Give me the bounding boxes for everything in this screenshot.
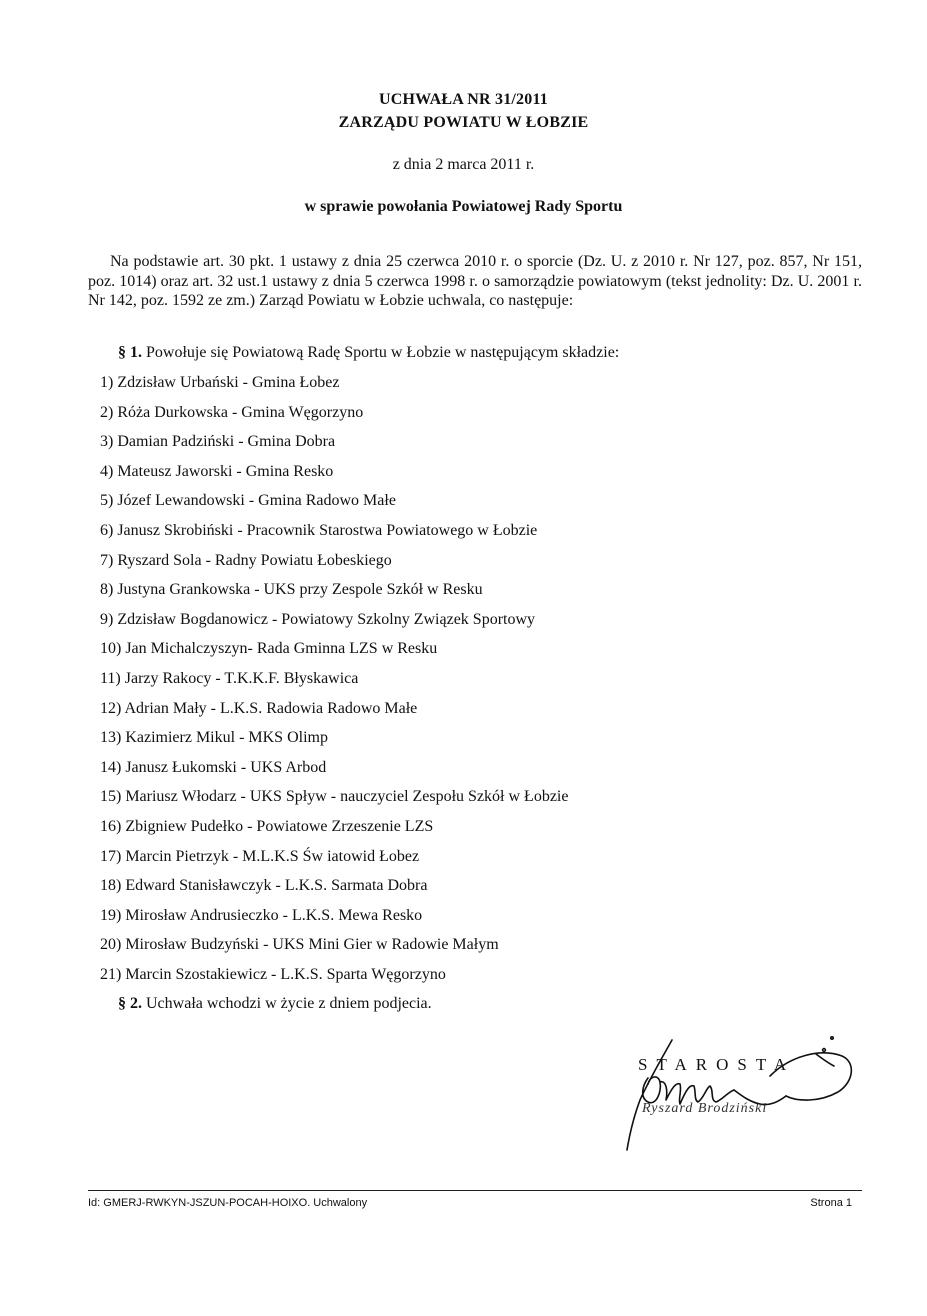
list-item: 4) Mateusz Jaworski - Gmina Resko bbox=[100, 462, 334, 480]
page-number: Strona 1 bbox=[810, 1197, 852, 1209]
list-item: 6) Janusz Skrobiński - Pracownik Starostwa Powiatowego w Łobzie bbox=[100, 521, 538, 539]
section-1-label: § 1. bbox=[118, 344, 142, 361]
list-item: 3) Damian Padziński - Gmina Dobra bbox=[100, 433, 336, 451]
resolution-number: UCHWAŁA NR 31/2011 bbox=[379, 91, 548, 108]
list-item: 13) Kazimierz Mikul - MKS Olimp bbox=[100, 729, 328, 747]
list-item: 10) Jan Michalczyszyn- Rada Gminna LZS w Resku bbox=[100, 640, 438, 658]
svg-text:STAROSTA: STAROSTA bbox=[638, 1055, 796, 1074]
list-item: 2) Róża Durkowska - Gmina Węgorzyno bbox=[100, 403, 364, 421]
issuing-body: ZARZĄDU POWIATU W ŁOBZIE bbox=[338, 114, 589, 131]
list-item: 21) Marcin Szostakiewicz - L.K.S. Sparta Węgorzyno bbox=[100, 965, 446, 983]
list-item: 8) Justyna Grankowska - UKS przy Zespole Szkół w Resku bbox=[100, 581, 483, 599]
list-item: 14) Janusz Łukomski - UKS Arbod bbox=[100, 758, 327, 776]
resolution-subject: w sprawie powołania Powiatowej Rady Sportu bbox=[304, 198, 623, 215]
list-item: 9) Zdzisław Bogdanowicz - Powiatowy Szkolny Związek Sportowy bbox=[100, 610, 536, 628]
section-2-text: Uchwała wchodzi w życie z dniem podjecia. bbox=[146, 995, 432, 1012]
section-2 bbox=[118, 995, 432, 1013]
list-item: 5) Józef Lewandowski - Gmina Radowo Małe bbox=[100, 492, 396, 510]
document-id: Id: GMERJ-RWKYN-JSZUN-POCAH-HOIXO. Uchwalony bbox=[88, 1197, 368, 1209]
starosta-signature-stamp bbox=[610, 1020, 860, 1160]
list-item: 1) Zdzisław Urbański - Gmina Łobez bbox=[100, 374, 340, 391]
list-item: 11) Jarzy Rakocy - T.K.K.F. Błyskawica bbox=[100, 669, 359, 687]
list-item: 20) Mirosław Budzyński - UKS Mini Gier w Radowie Małym bbox=[100, 936, 499, 954]
list-item: 12) Adrian Mały - L.K.S. Radowia Radowo Małe bbox=[100, 699, 418, 717]
list-item: 15) Mariusz Włodarz - UKS Spływ - nauczyciel Zespołu Szkół w Łobzie bbox=[100, 788, 569, 806]
list-item: 16) Zbigniew Pudełko - Powiatowe Zrzeszenie LZS bbox=[100, 817, 434, 835]
legal-basis-paragraph: Na podstawie art. 30 pkt. 1 ustawy z dnia 25 czerwca 2010 r. o sporcie (Dz. U. z 2010 r. Nr 127, poz. 857, Nr 151, poz. 1014) oraz art. 32 ust.1 ustawy z dnia 5 czerwca 1998 r. o samorządzie powiatowym (tekst jednolity: Dz. U. 2001 r. Nr 142, poz. 1592 ze zm.) Zarząd Powiatu w Łobzie uchwala, co następuje: bbox=[88, 253, 862, 309]
resolution-date: z dnia 2 marca 2011 r. bbox=[392, 156, 535, 173]
section-1 bbox=[118, 344, 619, 362]
section-2-label: § 2. bbox=[118, 995, 142, 1012]
list-item: 19) Mirosław Andrusieczko - L.K.S. Mewa Resko bbox=[100, 906, 423, 924]
svg-text:Ryszard Brodziński: Ryszard Brodziński bbox=[642, 1101, 768, 1116]
list-item: 7) Ryszard Sola - Radny Powiatu Łobeskiego bbox=[100, 551, 392, 569]
list-item: 18) Edward Stanisławczyk - L.K.S. Sarmata Dobra bbox=[100, 877, 428, 895]
list-item: 17) Marcin Pietrzyk - M.L.K.S Św iatowid Łobez bbox=[100, 847, 420, 865]
council-members-list bbox=[100, 371, 568, 992]
footer-divider bbox=[88, 1190, 862, 1191]
section-1-text: Powołuje się Powiatową Radę Sportu w Łobzie w następującym składzie: bbox=[146, 344, 620, 361]
